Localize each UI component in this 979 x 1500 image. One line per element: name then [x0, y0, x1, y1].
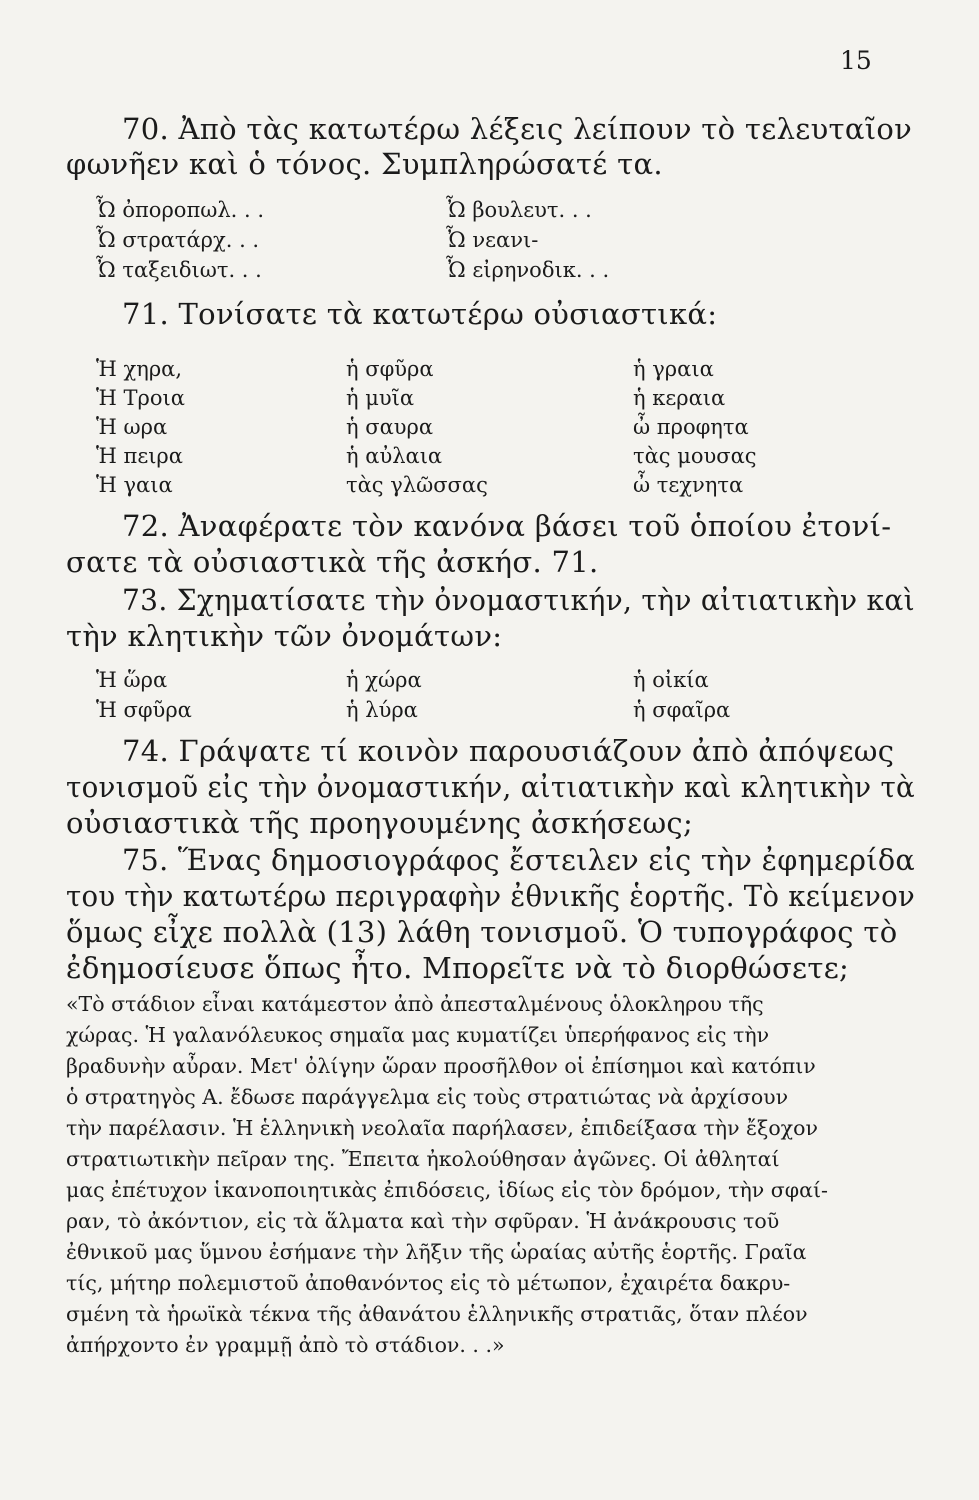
ex71-cell: ἡ μυῖα [346, 386, 415, 410]
ex71-cell: ὦ προφητα [633, 415, 749, 439]
ex72-line-2: σατε τὰ οὐσιαστικὰ τῆς ἀσκήσ. 71. [66, 545, 599, 579]
passage-line: στρατιωτικὴν πεῖραν της. Ἔπειτα ἠκολούθησαν ἀγῶνες. Οἱ ἀθληταί [66, 1147, 780, 1171]
ex73-line-1: 73. Σχηματίσατε τὴν ὀνομαστικήν, τὴν αἰτιατικὴν καὶ [122, 583, 915, 617]
ex71-cell: Ἡ ωρα [96, 415, 168, 439]
ex72-line-1: 72. Ἀναφέρατε τὸν κανόνα βάσει τοῦ ὁποίου ἐτονί- [122, 509, 892, 543]
ex74-line-3: οὐσιαστικὰ τῆς προηγουμένης ἀσκήσεως; [66, 806, 694, 840]
passage-line: βραδυνὴν αὖραν. Μετ' ὀλίγην ὥραν προσῆλθον οἱ ἐπίσημοι καὶ κατόπιν [66, 1054, 816, 1078]
ex71-cell: Ἡ Τροια [96, 386, 185, 410]
page-number: 15 [840, 46, 872, 75]
ex73-cell: Ἡ σφῦρα [96, 698, 192, 722]
ex71-cell: τὰς γλῶσσας [346, 473, 488, 497]
passage-line: ἐθνικοῦ μας ὕμνου ἐσήμανε τὴν λῆξιν τῆς ὡραίας αὐτῆς ἑορτῆς. Γραῖα [66, 1240, 807, 1264]
passage-line: σμένη τὰ ἡρωϊκὰ τέκνα τῆς ἀθανάτου ἑλληνικῆς στρατιᾶς, ὅταν πλέον [66, 1302, 808, 1326]
ex74-line-2: τονισμοῦ εἰς τὴν ὀνομαστικήν, αἰτιατικὴν καὶ κλητικὴν τὰ [66, 770, 916, 804]
ex70-cell: Ὦ ταξειδιωτ. . . [96, 258, 262, 282]
ex71-cell: τὰς μουσας [633, 444, 757, 468]
ex75-line-4: ἐδημοσίευσε ὅπως ἦτο. Μπορεῖτε νὰ τὸ διορθώσετε; [66, 951, 850, 985]
ex71-cell: Ἡ γαια [96, 473, 173, 497]
passage-line: ἀπήρχοντο ἐν γραμμῇ ἀπὸ τὸ στάδιον. . .» [66, 1333, 505, 1357]
ex71-heading: 71. Τονίσατε τὰ κατωτέρω οὐσιαστικά: [122, 297, 718, 331]
ex71-cell: Ἡ πειρα [96, 444, 183, 468]
ex71-cell: ἡ σαυρα [346, 415, 434, 439]
ex75-line-3: ὅμως εἶχε πολλὰ (13) λάθη τονισμοῦ. Ὁ τυπογράφος τὸ [66, 915, 898, 949]
ex70-cell: Ὦ νεανι- [446, 228, 539, 252]
ex73-cell: ἡ σφαῖρα [633, 698, 731, 722]
ex73-cell: Ἡ ὥρα [96, 668, 168, 692]
passage-line: τὴν παρέλασιν. Ἡ ἑλληνικὴ νεολαῖα παρήλασεν, ἐπιδείξασα τὴν ἔξοχον [66, 1116, 818, 1140]
passage-line: μας ἐπέτυχον ἱκανοποιητικὰς ἐπιδόσεις, ἰδίως εἰς τὸν δρόμον, τὴν σφαί- [66, 1178, 828, 1202]
ex75-line-1: 75. Ἕνας δημοσιογράφος ἔστειλεν εἰς τὴν ἐφημερίδα [122, 843, 916, 877]
passage-line: χώρας. Ἡ γαλανόλευκος σημαῖα μας κυματίζει ὑπερήφανος εἰς τὴν [66, 1023, 770, 1047]
ex70-cell: Ὦ βουλευτ. . . [446, 198, 592, 222]
passage-line: ὁ στρατηγὸς Α. ἔδωσε παράγγελμα εἰς τοὺς στρατιώτας νὰ ἀρχίσουν [66, 1085, 789, 1109]
passage-line: τίς, μήτηρ πολεμιστοῦ ἀποθανόντος εἰς τὸ μέτωπον, ἐχαιρέτα δακρυ- [66, 1271, 791, 1295]
ex70-cell: Ὦ στρατάρχ. . . [96, 228, 260, 252]
ex71-cell: ἡ γραια [633, 357, 714, 381]
ex70-line-1: 70. Ἀπὸ τὰς κατωτέρω λέξεις λείπουν τὸ τελευταῖον [122, 112, 913, 146]
ex73-cell: ἡ οἰκία [633, 668, 709, 692]
passage-line: «Τὸ στάδιον εἶναι κατάμεστον ἀπὸ ἀπεσταλμένους ὁλοκληρου τῆς [66, 992, 764, 1016]
ex71-cell: ὦ τεχνητα [633, 473, 744, 497]
ex73-line-2: τὴν κλητικὴν τῶν ὀνομάτων: [66, 619, 503, 653]
passage-line: ραν, τὸ ἀκόντιον, εἰς τὰ ἅλματα καὶ τὴν σφῦραν. Ἡ ἀνάκρουσις τοῦ [66, 1209, 780, 1233]
ex73-cell: ἡ χώρα [346, 668, 422, 692]
ex71-cell: ἡ αὐλαια [346, 444, 443, 468]
ex71-cell: Ἡ χηρα, [96, 357, 183, 381]
ex70-cell: Ὦ εἰρηνοδικ. . . [446, 258, 610, 282]
ex74-line-1: 74. Γράψατε τί κοινὸν παρουσιάζουν ἀπὸ ἀπόψεως [122, 734, 895, 768]
ex73-cell: ἡ λύρα [346, 698, 418, 722]
ex70-cell: Ὦ ὀποροπωλ. . . [96, 198, 265, 222]
ex71-cell: ἡ σφῦρα [346, 357, 434, 381]
ex70-line-2: φωνῆεν καὶ ὁ τόνος. Συμπληρώσατέ τα. [66, 147, 663, 181]
ex71-cell: ἡ κεραια [633, 386, 726, 410]
ex75-line-2: του τὴν κατωτέρω περιγραφὴν ἐθνικῆς ἑορτῆς. Τὸ κείμενον [66, 879, 915, 913]
